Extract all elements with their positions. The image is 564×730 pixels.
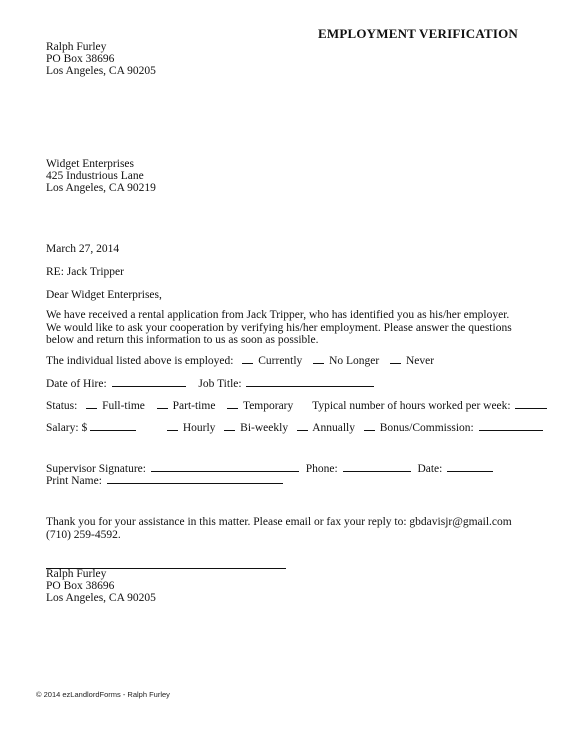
recipient-name: Widget Enterprises [46, 158, 134, 170]
salary-row [46, 420, 545, 434]
full-time-checkbox[interactable] [86, 398, 97, 409]
status-label: Status: [46, 400, 78, 412]
phone-field[interactable] [343, 461, 411, 472]
recipient-address-line1: 425 Industrious Lane [46, 170, 144, 182]
bonus-checkbox[interactable] [364, 420, 375, 431]
sender-address-line2: Los Angeles, CA 90205 [46, 65, 156, 77]
recipient-address-line2: Los Angeles, CA 90219 [46, 182, 156, 194]
print-name-label: Print Name: [46, 475, 102, 487]
document-title: EMPLOYMENT VERIFICATION [318, 26, 518, 41]
recipient-address [46, 158, 156, 194]
part-time-checkbox[interactable] [157, 398, 168, 409]
annually-checkbox[interactable] [297, 420, 308, 431]
full-time-label: Full-time [102, 400, 145, 412]
hire-row [46, 376, 376, 390]
sender-address-line1: PO Box 38696 [46, 53, 115, 65]
supervisor-signature-field[interactable] [151, 461, 299, 472]
footer-copyright: © 2014 ezLandlordForms - Ralph Furley [36, 690, 170, 699]
re-line: RE: Jack Tripper [46, 266, 124, 278]
bonus-amount-field[interactable] [479, 420, 543, 431]
hours-label: Typical number of hours worked per week: [312, 400, 511, 412]
bi-weekly-label: Bi-weekly [240, 422, 289, 434]
sender-name: Ralph Furley [46, 41, 107, 53]
job-title-label: Job Title: [198, 378, 242, 390]
temporary-label: Temporary [242, 400, 294, 412]
salary-amount-field[interactable] [90, 420, 136, 431]
thanks-paragraph: Thank you for your assistance in this matter. Please email or fax your reply to: gbdavisjr@gmail.com (710) 259-4592. [46, 516, 512, 541]
no-longer-checkbox[interactable] [313, 353, 324, 364]
no-longer-label: No Longer [329, 355, 380, 367]
employment-status-row [46, 353, 434, 367]
employment-status-prompt: The individual listed above is employed: [46, 355, 234, 367]
date-field[interactable] [447, 461, 493, 472]
sender-address [46, 41, 156, 77]
currently-checkbox[interactable] [242, 353, 253, 364]
print-name-row [46, 473, 285, 487]
letter-date: March 27, 2014 [46, 243, 120, 255]
job-title-field[interactable] [246, 376, 374, 387]
never-label: Never [405, 355, 435, 367]
date-of-hire-label: Date of Hire: [46, 378, 107, 390]
supervisor-signature-label: Supervisor Signature: [46, 463, 146, 475]
status-row [46, 398, 549, 412]
date-of-hire-field[interactable] [112, 376, 186, 387]
part-time-label: Part-time [172, 400, 216, 412]
annually-label: Annually [312, 422, 356, 434]
salary-label: Salary: $ [46, 422, 88, 434]
closing-address-line2: Los Angeles, CA 90205 [46, 592, 156, 604]
bi-weekly-checkbox[interactable] [224, 420, 235, 431]
never-checkbox[interactable] [390, 353, 401, 364]
bonus-label: Bonus/Commission: [379, 422, 474, 434]
print-name-field[interactable] [107, 473, 283, 484]
salutation: Dear Widget Enterprises, [46, 289, 162, 301]
date-label: Date: [417, 463, 443, 475]
hourly-label: Hourly [182, 422, 216, 434]
hours-field[interactable] [515, 398, 547, 409]
closing-name: Ralph Furley [46, 568, 107, 580]
temporary-checkbox[interactable] [227, 398, 238, 409]
body-paragraph: We have received a rental application from Jack Tripper, who has identified you as his/her employer. We would like to ask your cooperation by verifying his/her employment. Please answer the questions below and return this information to us as soon as possible. [46, 309, 512, 346]
closing-address-line1: PO Box 38696 [46, 580, 115, 592]
currently-label: Currently [258, 355, 303, 367]
hourly-checkbox[interactable] [167, 420, 178, 431]
closing-address [46, 568, 156, 604]
phone-label: Phone: [305, 463, 338, 475]
